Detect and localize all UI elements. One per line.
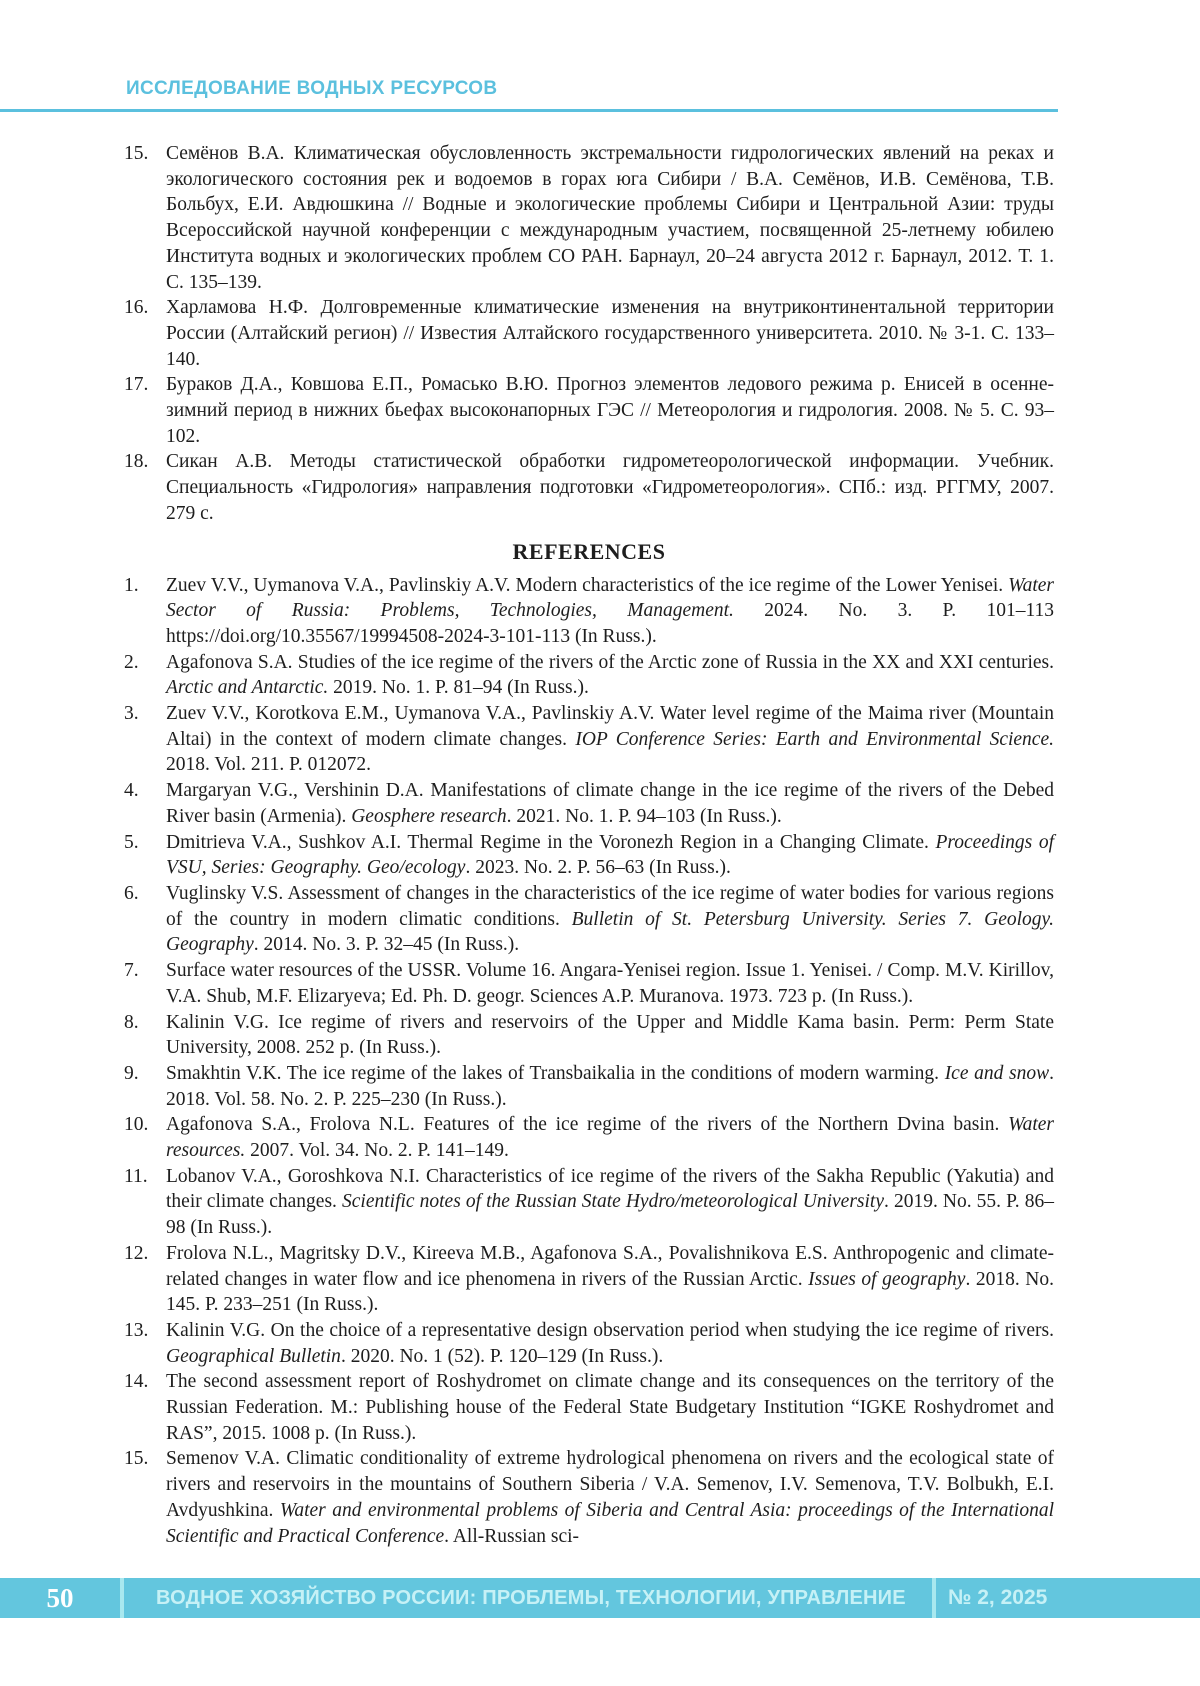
reference-text: Vuglinsky V.S. Assessment of changes in the characteristics of the ice regime of water bodies for various regions of the country in modern climatic conditions. (166, 882, 1054, 930)
russian-reference-list (124, 141, 1054, 527)
reference-details: . 2019. No. 55. P. 86–98 (In Russ.). (166, 1191, 1054, 1239)
reference-number: 17. (124, 374, 149, 396)
english-reference-list (124, 573, 1054, 1550)
references-heading: REFERENCES (512, 538, 666, 564)
reference-text: Agafonova S.A., Frolova N.L. Features of the ice regime of the rivers of the Northern Dvina basin. (166, 1114, 1009, 1136)
reference-source: Arctic and Antarctic. (166, 677, 329, 699)
reference-source: Water and environmental problems of Siberia and Central Asia: proceedings of the International Scientific and Practical Conference (166, 1499, 1055, 1547)
reference-text: Smakhtin V.K. The ice regime of the lakes of Transbaikalia in the conditions of modern warming. (166, 1062, 945, 1084)
reference-text: Бураков Д.А., Ковшова Е.П., Ромасько В.Ю. Прогноз элементов ледового режима р. Енисей в осенне-зимний период в нижних бьефах высоконапорных ГЭС // Метеорология и гидрология. 2008. № 5. С. 93–102. (166, 374, 1054, 447)
reference-source: Geosphere research (351, 805, 507, 827)
reference-number: 13. (124, 1319, 149, 1341)
reference-item (124, 1369, 1054, 1446)
reference-number: 11. (124, 1165, 148, 1187)
reference-text: Семёнов В.А. Климатическая обусловленность экстремальности гидрологических явлений на реках и экологического состояния рек и водоемов в горах юга Сибири / В.А. Семёнов, И.В. Семёнова, Т.В. Больбух, Е.И. Авдюшкина // Водные и экологические проблемы Сибири и Центральной Азии: труды Всероссийской научной конференции с международным участием, посвященной 25-летнему юбилею Института водных и экологических проблем СО РАН. Барнаул, 20–24 августа 2012 г. Барнаул, 2012. Т. 1. С. 135–139. (166, 143, 1054, 293)
reference-number: 7. (124, 960, 139, 982)
reference-number: 15. (124, 1448, 149, 1470)
reference-item (124, 1164, 1054, 1241)
reference-number: 10. (124, 1114, 149, 1136)
reference-item (124, 1241, 1054, 1318)
reference-number: 12. (124, 1242, 149, 1264)
reference-number: 18. (124, 451, 149, 473)
reference-number: 6. (124, 882, 139, 904)
reference-source: Proceedings of VSU, Series: Geography. Geo/ecology (166, 831, 1054, 879)
reference-details: 2007. Vol. 34. No. 2. P. 141–149. (245, 1140, 509, 1162)
reference-number: 15. (124, 143, 149, 164)
reference-number: 3. (124, 703, 139, 725)
reference-item (124, 1446, 1054, 1549)
page-number: 50 (0, 1578, 120, 1618)
reference-item (124, 701, 1054, 778)
reference-text: Frolova N.L., Magritsky D.V., Kireeva M.B., Agafonova S.A., Povalishnikova E.S. Anthropogenic and climate-related changes in water flow and ice phenomena in rivers of the Russian Arctic. (166, 1242, 1054, 1290)
reference-source: IOP Conference Series: Earth and Environmental Science. (575, 728, 1054, 750)
reference-item (124, 881, 1054, 958)
reference-text: Kalinin V.G. On the choice of a representative design observation period when studying the ice regime of rivers. (166, 1319, 1054, 1341)
section-title: ИССЛЕДОВАНИЕ ВОДНЫХ РЕСУРСОВ (126, 78, 498, 99)
reference-item (124, 1112, 1054, 1163)
reference-text: Semenov V.A. Climatic conditionality of extreme hydrological phenomena on rivers and the ecological state of rivers and reservoirs in the mountains of Southern Siberia / V.A. Semenov, I.V. Semenova, T.V. Bolbukh, E.I. Avdyushkina. (166, 1448, 1054, 1521)
reference-text: Kalinin V.G. Ice regime of rivers and reservoirs of the Upper and Middle Kama basin. Perm: Perm State University, 2008. 252 p. (In Russ.). (166, 1011, 1054, 1059)
reference-source: Bulletin of St. Petersburg University. Series 7. Geology. Geography (166, 908, 1054, 956)
reference-number: 5. (124, 831, 139, 853)
reference-item (124, 958, 1054, 1009)
reference-details: . All-Russian sci- (444, 1525, 580, 1547)
reference-text: Surface water resources of the USSR. Volume 16. Angara-Yenisei region. Issue 1. Yenisei. / Comp. M.V. Kirillov, V.A. Shub, M.F. Elizaryeva; Ed. Ph. D. geogr. Sciences A.P. Muranova. 1973. 723 p. (In Russ.). (166, 960, 1054, 1007)
reference-details: 2024. No. 3. P. 101–113 https://doi.org/10.35567/19994508-2024-3-101-113 (In Russ.). (166, 600, 1054, 647)
reference-text: Lobanov V.A., Goroshkova N.I. Characteristics of ice regime of the rivers of the Sakha Republic (Yakutia) and their climate changes. (166, 1165, 1054, 1213)
reference-item (124, 449, 1054, 526)
reference-item (124, 650, 1054, 701)
reference-text: The second assessment report of Roshydromet on climate change and its consequences on the territory of the Russian Federation. M.: Publishing house of the Federal State Budgetary Institution “IGKE Roshydromet and RAS”, 2015. 1008 p. (In Russ.). (166, 1371, 1054, 1444)
reference-number: 14. (124, 1371, 149, 1393)
reference-source: Geographical Bulletin (166, 1345, 341, 1367)
issue-number: № 2, 2025 (936, 1578, 1200, 1618)
reference-item (124, 573, 1054, 650)
reference-item (124, 295, 1054, 372)
reference-number: 2. (124, 651, 139, 673)
reference-source: Issues of geography (808, 1268, 966, 1290)
reference-item (124, 1061, 1054, 1112)
reference-number: 4. (124, 780, 139, 802)
reference-number: 16. (124, 297, 149, 319)
reference-item (124, 1318, 1054, 1369)
reference-item (124, 1010, 1054, 1061)
reference-details: . 2021. No. 1. P. 94–103 (In Russ.). (506, 805, 782, 827)
reference-text: Zuev V.V., Korotkova E.M., Uymanova V.A., Pavlinskiy A.V. Water level regime of the Maima river (Mountain Altai) in the context of modern climate changes. (166, 703, 1054, 750)
reference-item (124, 141, 1054, 295)
reference-source: Water resources. (166, 1114, 1054, 1162)
reference-details: . 2018. Vol. 58. No. 2. P. 225–230 (In Russ.). (166, 1062, 1055, 1110)
reference-details: . 2018. No. 145. P. 233–251 (In Russ.). (166, 1268, 1054, 1316)
reference-text: Dmitrieva V.A., Sushkov A.I. Thermal Regime in the Voronezh Region in a Changing Climate. (166, 831, 936, 853)
page-content (124, 141, 1054, 1549)
reference-details: . 2014. No. 3. P. 32–45 (In Russ.). (253, 934, 520, 956)
reference-item (124, 372, 1054, 449)
reference-details: . 2020. No. 1 (52). P. 120–129 (In Russ.). (340, 1345, 664, 1367)
reference-text: Zuev V.V., Uymanova V.A., Pavlinskiy A.V. Modern characteristics of the ice regime of the Lower Yenisei. (166, 574, 1009, 596)
reference-text: Харламова Н.Ф. Долговременные климатические изменения на внутриконтинентальной территории России (Алтайский регион) // Известия Алтайского государственного университета. 2010. № 3-1. С. 133–140. (166, 297, 1054, 370)
reference-text: Сикан А.В. Методы статистической обработки гидрометеорологической информации. Учебник. Специальность «Гидрология» направления подготовки «Гидрометеорология». СПб.: изд. РГГМУ, 2007. 279 с. (166, 451, 1054, 524)
reference-text: Agafonova S.A. Studies of the ice regime of the rivers of the Arctic zone of Russia in the XX and XXI centuries. (166, 651, 1054, 673)
reference-details: . 2023. No. 2. P. 56–63 (In Russ.). (465, 857, 731, 879)
reference-item (124, 830, 1054, 881)
reference-source: Ice and snow (944, 1062, 1050, 1084)
reference-number: 8. (124, 1011, 139, 1033)
reference-details: 2019. No. 1. P. 81–94 (In Russ.). (328, 677, 589, 699)
reference-details: 2018. Vol. 211. P. 012072. (166, 754, 371, 776)
journal-title: ВОДНОЕ ХОЗЯЙСТВО РОССИИ: ПРОБЛЕМЫ, ТЕХНОЛОГИИ, УПРАВЛЕНИЕ (124, 1578, 932, 1618)
reference-number: 9. (124, 1062, 139, 1084)
reference-source: Water Sector of Russia: Problems, Technologies, Management. (166, 574, 1054, 622)
reference-number: 1. (124, 574, 139, 596)
reference-item (124, 778, 1054, 829)
reference-source: Scientific notes of the Russian State Hydro/meteorological University (342, 1191, 884, 1213)
reference-text: Margaryan V.G., Vershinin D.A. Manifestations of climate change in the ice regime of the rivers of the Debed River basin (Armenia). (166, 780, 1054, 827)
header-divider (0, 109, 1058, 112)
